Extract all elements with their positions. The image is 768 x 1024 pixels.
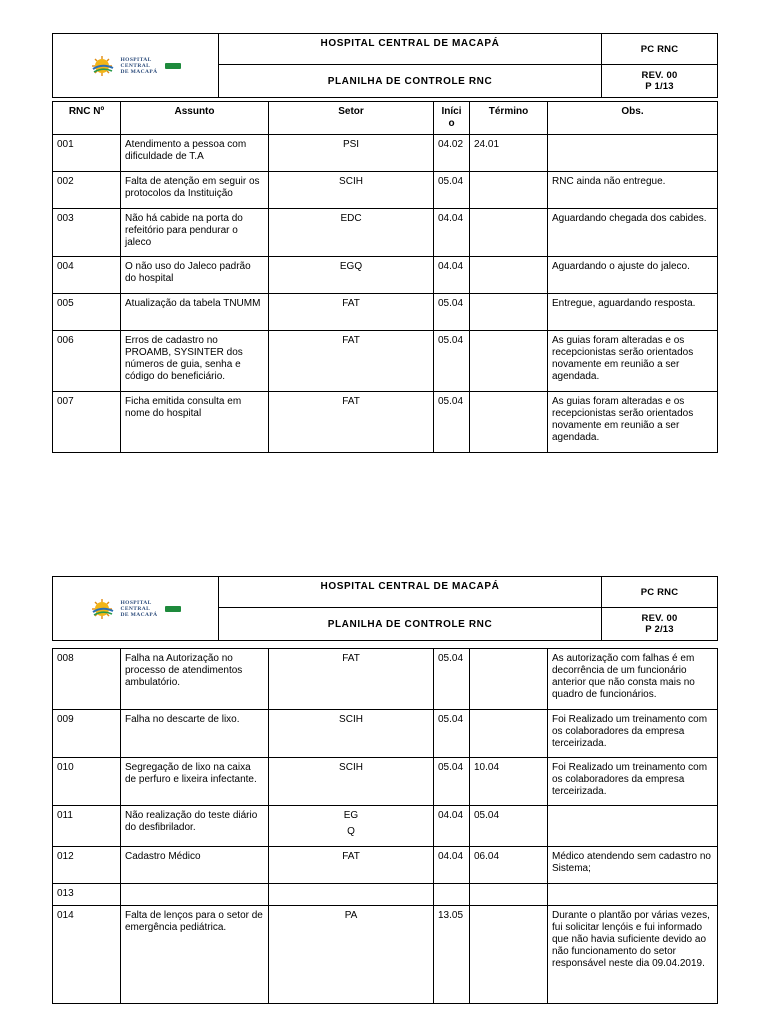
- cell-rnc: 001: [53, 135, 121, 172]
- cell-inicio: 05.04: [434, 294, 470, 331]
- logo-line-3: DE MACAPÁ: [120, 68, 158, 75]
- hospital-logo: [53, 34, 219, 98]
- cell-assunto: Não realização do teste diário do desfibrilador.: [121, 806, 269, 847]
- cell-assunto: Falha no descarte de lixo.: [121, 710, 269, 758]
- cell-obs: As guias foram alteradas e os recepcionistas serão orientados novamente em reunião a ser agendada.: [548, 392, 718, 453]
- cell-rnc: 008: [53, 649, 121, 710]
- cell-inicio: 05.04: [434, 331, 470, 392]
- document-page-2: [52, 576, 717, 1004]
- logo-line-2: CENTRAL: [120, 62, 151, 69]
- cell-rnc: 007: [53, 392, 121, 453]
- cell-termino: [470, 294, 548, 331]
- cell-assunto: Falha na Autorização no processo de atendimentos ambulatório.: [121, 649, 269, 710]
- cell-setor: [269, 806, 434, 847]
- cell-inicio: 05.04: [434, 649, 470, 710]
- cell-termino: [470, 331, 548, 392]
- cell-assunto: Não há cabide na porta do refeitório para pendurar o jaleco: [121, 209, 269, 257]
- cell-rnc: 009: [53, 710, 121, 758]
- cell-termino: [470, 257, 548, 294]
- cell-obs: Aguardando chegada dos cabides.: [548, 209, 718, 257]
- table-row: [53, 209, 718, 257]
- table-row: [53, 758, 718, 806]
- revision-label: REV. 00: [641, 613, 678, 624]
- logo-line-2: CENTRAL: [120, 605, 151, 612]
- cell-termino: 05.04: [470, 806, 548, 847]
- revision-label: REV. 00: [641, 70, 678, 81]
- column-header-inicio: [434, 102, 470, 135]
- cell-assunto: Atualização da tabela TNUMM: [121, 294, 269, 331]
- table-row: [53, 710, 718, 758]
- column-header-inicio-b: o: [448, 118, 455, 129]
- table-row: [53, 884, 718, 906]
- table-row: [53, 294, 718, 331]
- cell-termino: 10.04: [470, 758, 548, 806]
- cell-obs: [548, 884, 718, 906]
- cell-rnc: 010: [53, 758, 121, 806]
- cell-obs: Aguardando o ajuste do jaleco.: [548, 257, 718, 294]
- cell-termino: [470, 172, 548, 209]
- cell-setor: FAT: [269, 847, 434, 884]
- column-header-setor: Setor: [269, 102, 434, 135]
- doc-code: PC RNC: [602, 34, 718, 65]
- cell-inicio: 04.02: [434, 135, 470, 172]
- cell-obs: [548, 806, 718, 847]
- table-row: [53, 331, 718, 392]
- document-header: [52, 33, 718, 98]
- cell-assunto: [121, 884, 269, 906]
- cell-inicio: 04.04: [434, 257, 470, 294]
- cell-assunto: Falta de lenços para o setor de emergência pediátrica.: [121, 906, 269, 1004]
- cell-assunto: Atendimento a pessoa com dificuldade de T.A: [121, 135, 269, 172]
- cell-inicio: 05.04: [434, 710, 470, 758]
- document-page-1: [52, 33, 717, 453]
- cell-setor: SCIH: [269, 710, 434, 758]
- cell-rnc: 004: [53, 257, 121, 294]
- table-header-row: [53, 102, 718, 135]
- cell-assunto: Erros de cadastro no PROAMB, SYSINTER dos números de guia, senha e código do beneficiário.: [121, 331, 269, 392]
- cell-inicio: 05.04: [434, 758, 470, 806]
- sheet-title: PLANILHA DE CONTROLE RNC: [219, 608, 602, 641]
- page-number: P 1/13: [645, 81, 674, 92]
- cell-obs: Entregue, aguardando resposta.: [548, 294, 718, 331]
- cell-obs: Durante o plantão por várias vezes, fui solicitar lençóis e fui informado que não havia suficiente devido ao não funcionamento do setor responsável neste dia 09.04.2019.: [548, 906, 718, 1004]
- table-row: [53, 649, 718, 710]
- cell-inicio: 04.04: [434, 847, 470, 884]
- cell-termino: [470, 392, 548, 453]
- cell-rnc: 006: [53, 331, 121, 392]
- table-row: [53, 392, 718, 453]
- doc-code: PC RNC: [602, 577, 718, 608]
- hospital-sun-logo-icon: [90, 598, 116, 620]
- hospital-name: HOSPITAL CENTRAL DE MACAPÁ: [219, 577, 602, 608]
- logo-line-3: DE MACAPÁ: [120, 611, 158, 618]
- rnc-table: [52, 648, 718, 1004]
- cell-assunto: O não uso do Jaleco padrão do hospital: [121, 257, 269, 294]
- cell-obs: Foi Realizado um treinamento com os colaboradores da empresa terceirizada.: [548, 758, 718, 806]
- cell-inicio: 04.04: [434, 209, 470, 257]
- cell-setor: SCIH: [269, 758, 434, 806]
- column-header-inicio-a: Iníci: [441, 106, 462, 117]
- cell-obs: As autorização com falhas é em decorrência de um funcionário anterior que não consta mais no quadro de funcionários.: [548, 649, 718, 710]
- document-header: [52, 576, 718, 641]
- cell-setor: FAT: [269, 331, 434, 392]
- table-row: [53, 847, 718, 884]
- cell-inicio: 05.04: [434, 392, 470, 453]
- hospital-name: HOSPITAL CENTRAL DE MACAPÁ: [219, 34, 602, 65]
- cell-obs: Médico atendendo sem cadastro no Sistema;: [548, 847, 718, 884]
- column-header-obs: Obs.: [548, 102, 718, 135]
- logo-line-1: HOSPITAL: [120, 56, 152, 63]
- cell-rnc: 011: [53, 806, 121, 847]
- table-row: [53, 906, 718, 1004]
- cell-termino: [470, 884, 548, 906]
- cell-setor: FAT: [269, 294, 434, 331]
- cell-setor: EDC: [269, 209, 434, 257]
- cell-setor-line-1: EG: [343, 810, 359, 821]
- cell-inicio: 04.04: [434, 806, 470, 847]
- cell-termino: [470, 710, 548, 758]
- cell-obs: Foi Realizado um treinamento com os colaboradores da empresa terceirizada.: [548, 710, 718, 758]
- cell-rnc: 002: [53, 172, 121, 209]
- cell-rnc: 003: [53, 209, 121, 257]
- cell-inicio: 13.05: [434, 906, 470, 1004]
- cell-setor: PSI: [269, 135, 434, 172]
- cell-obs: [548, 135, 718, 172]
- cell-rnc: 014: [53, 906, 121, 1004]
- cell-setor: SCIH: [269, 172, 434, 209]
- table-row: [53, 257, 718, 294]
- cell-setor: EGQ: [269, 257, 434, 294]
- cell-setor: FAT: [269, 649, 434, 710]
- revision-info: [602, 608, 718, 641]
- cell-termino: 06.04: [470, 847, 548, 884]
- table-row: [53, 135, 718, 172]
- revision-info: [602, 65, 718, 98]
- cell-termino: [470, 906, 548, 1004]
- cell-assunto: Ficha emitida consulta em nome do hospital: [121, 392, 269, 453]
- cell-obs: RNC ainda não entregue.: [548, 172, 718, 209]
- cell-setor: FAT: [269, 392, 434, 453]
- cell-rnc: 013: [53, 884, 121, 906]
- cell-termino: [470, 649, 548, 710]
- page-number: P 2/13: [645, 624, 674, 635]
- cell-assunto: Cadastro Médico: [121, 847, 269, 884]
- column-header-assunto: Assunto: [121, 102, 269, 135]
- cell-termino: [470, 209, 548, 257]
- cell-termino: 24.01: [470, 135, 548, 172]
- cell-assunto: Segregação de lixo na caixa de perfuro e lixeira infectante.: [121, 758, 269, 806]
- logo-badge: [165, 63, 181, 69]
- sheet-title: PLANILHA DE CONTROLE RNC: [219, 65, 602, 98]
- table-row: [53, 172, 718, 209]
- cell-setor-line-2: Q: [347, 826, 355, 837]
- logo-badge: [165, 606, 181, 612]
- logo-line-1: HOSPITAL: [120, 599, 152, 606]
- column-header-rnc: RNC Nº: [53, 102, 121, 135]
- column-header-termino: Término: [470, 102, 548, 135]
- cell-rnc: 012: [53, 847, 121, 884]
- hospital-sun-logo-icon: [90, 55, 116, 77]
- cell-inicio: 05.04: [434, 172, 470, 209]
- cell-obs: As guias foram alteradas e os recepcionistas serão orientados novamente em reunião a ser agendada.: [548, 331, 718, 392]
- cell-assunto: Falta de atenção em seguir os protocolos da Instituição: [121, 172, 269, 209]
- cell-setor: [269, 884, 434, 906]
- table-row: [53, 806, 718, 847]
- cell-rnc: 005: [53, 294, 121, 331]
- rnc-table: [52, 101, 718, 453]
- cell-inicio: [434, 884, 470, 906]
- cell-setor: PA: [269, 906, 434, 1004]
- hospital-logo: [53, 577, 219, 641]
